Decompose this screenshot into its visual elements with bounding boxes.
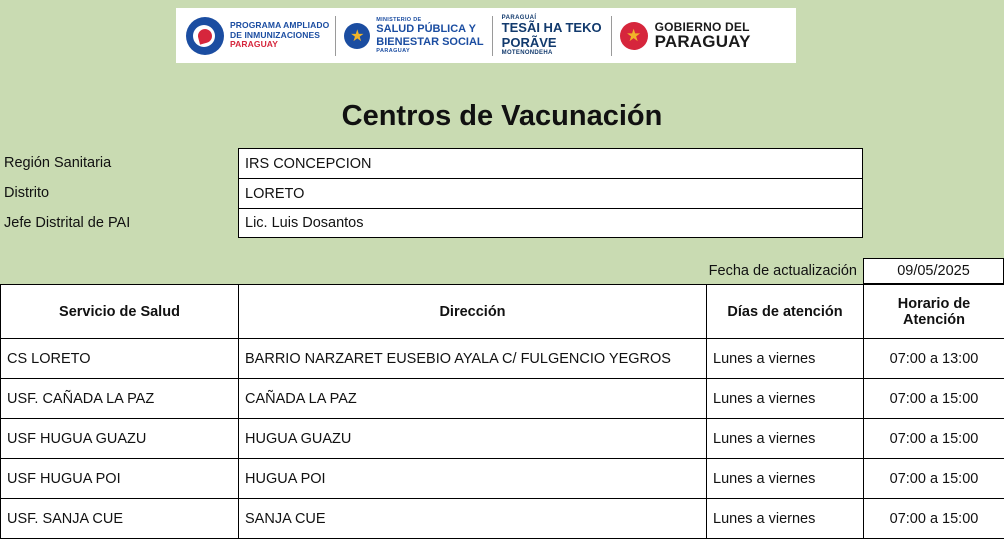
pai-emblem-icon: [186, 17, 224, 55]
table-header-row: [1, 285, 1004, 339]
cell-servicio: USF HUGUA GUAZU: [1, 419, 239, 459]
cell-horario: 07:00 a 15:00: [864, 419, 1004, 459]
pai-logo-line-2: DE INMUNIZACIONES: [230, 31, 329, 41]
cell-direccion: SANJA CUE: [239, 499, 707, 539]
gobierno-logo-line-2: PARAGUAY: [655, 33, 751, 50]
column-header-direccion: Dirección: [239, 285, 707, 339]
cell-direccion: HUGUA POI: [239, 459, 707, 499]
pai-logo-line-3: PARAGUAY: [230, 40, 329, 50]
distrito-label: Distrito: [0, 178, 238, 208]
cell-servicio: USF. CAÑADA LA PAZ: [1, 379, 239, 419]
gobierno-star-icon: [620, 22, 648, 50]
info-row: [0, 148, 1004, 178]
mspbs-logo: [336, 8, 491, 63]
gobierno-logo-line-1: GOBIERNO DEL: [655, 21, 751, 33]
mspbs-logo-line-4: PARAGUAY: [376, 48, 483, 54]
header-logo-strip: [176, 8, 796, 63]
cell-servicio: USF. SANJA CUE: [1, 499, 239, 539]
pai-logo: [176, 8, 335, 63]
cell-dias: Lunes a viernes: [707, 499, 864, 539]
table-row: [1, 459, 1004, 499]
table-row: [1, 379, 1004, 419]
info-row: [0, 208, 1004, 238]
gobierno-logo-text: [655, 21, 751, 50]
cell-dias: Lunes a viernes: [707, 339, 864, 379]
column-header-dias: Días de atención: [707, 285, 864, 339]
jefe-distrital-value[interactable]: Lic. Luis Dosantos: [238, 208, 863, 238]
region-sanitaria-value[interactable]: IRS CONCEPCION: [238, 148, 863, 178]
cell-direccion: HUGUA GUAZU: [239, 419, 707, 459]
tesai-logo: [493, 8, 611, 63]
cell-horario: 07:00 a 15:00: [864, 379, 1004, 419]
tesai-logo-line-4: MOTENONDEHA: [502, 50, 602, 56]
jefe-distrital-label: Jefe Distrital de PAI: [0, 208, 238, 238]
info-row: [0, 178, 1004, 208]
update-date-row: [0, 258, 1004, 284]
cell-dias: Lunes a viernes: [707, 459, 864, 499]
mspbs-logo-line-3: BIENESTAR SOCIAL: [376, 36, 483, 48]
tesai-logo-line-2: TESÃI HA TEKO: [502, 21, 602, 35]
mspbs-logo-line-1: MINISTERIO DE: [376, 17, 483, 23]
cell-horario: 07:00 a 15:00: [864, 499, 1004, 539]
mspbs-star-icon: [344, 23, 370, 49]
mspbs-logo-text: [376, 17, 483, 53]
cell-horario: 07:00 a 13:00: [864, 339, 1004, 379]
cell-servicio: CS LORETO: [1, 339, 239, 379]
mspbs-logo-line-2: SALUD PÚBLICA Y: [376, 23, 483, 35]
tesai-logo-text: [502, 15, 602, 56]
centros-table: [0, 284, 1004, 539]
pai-logo-text: [230, 21, 329, 50]
update-date-value[interactable]: 09/05/2025: [863, 258, 1004, 284]
pai-logo-line-1: PROGRAMA AMPLIADO: [230, 21, 329, 31]
tesai-logo-line-1: PARAGUAÍ: [502, 15, 602, 21]
table-row: [1, 419, 1004, 459]
page-title: Centros de Vacunación: [0, 100, 1004, 133]
cell-servicio: USF HUGUA POI: [1, 459, 239, 499]
gobierno-logo: [612, 8, 761, 63]
cell-dias: Lunes a viernes: [707, 379, 864, 419]
region-sanitaria-label: Región Sanitaria: [0, 148, 238, 178]
update-date-label: Fecha de actualización: [0, 258, 863, 284]
info-section: [0, 148, 1004, 238]
distrito-value[interactable]: LORETO: [238, 178, 863, 208]
column-header-horario: Horario de Atención: [864, 285, 1004, 339]
tesai-logo-line-3: PORÃVE: [502, 36, 602, 50]
table-body: [1, 339, 1004, 539]
cell-direccion: BARRIO NARZARET EUSEBIO AYALA C/ FULGENCIO YEGROS: [239, 339, 707, 379]
table-row: [1, 339, 1004, 379]
table-header: [1, 285, 1004, 339]
cell-dias: Lunes a viernes: [707, 419, 864, 459]
table-row: [1, 499, 1004, 539]
cell-horario: 07:00 a 15:00: [864, 459, 1004, 499]
column-header-servicio: Servicio de Salud: [1, 285, 239, 339]
cell-direccion: CAÑADA LA PAZ: [239, 379, 707, 419]
